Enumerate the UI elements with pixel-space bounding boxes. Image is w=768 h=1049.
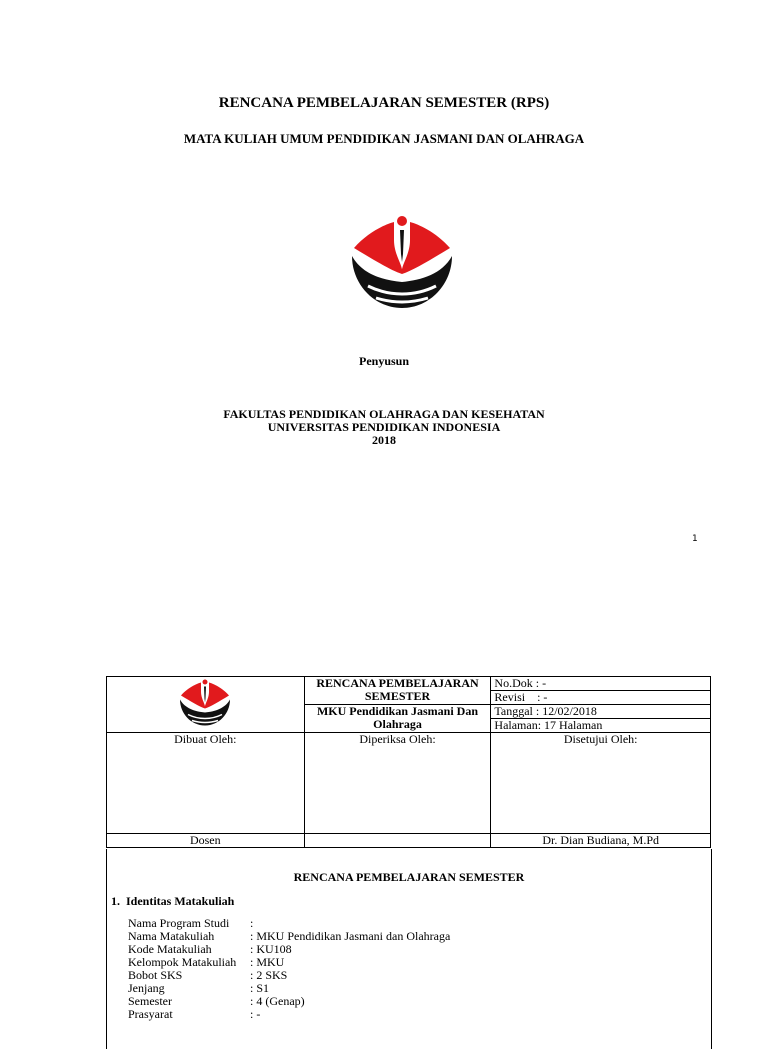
diperiksa-oleh: Diperiksa Oleh:: [304, 733, 491, 834]
course-line2: Olahraga: [373, 717, 422, 731]
penyusun-label: Penyusun: [358, 354, 410, 368]
field-label: Semester: [128, 994, 172, 1008]
cover-subtitle: MATA KULIAH UMUM PENDIDIKAN JASMANI DAN OLAHRAGA: [183, 131, 585, 146]
document-header-table: [106, 676, 711, 848]
field-value: :: [250, 916, 254, 930]
university-name: UNIVERSITAS PENDIDIKAN INDONESIA: [267, 420, 501, 434]
dibuat-oleh: Dibuat Oleh:: [107, 733, 305, 834]
field-value: : MKU Pendidikan Jasmani dan Olahraga: [250, 929, 451, 943]
university-logo: [350, 212, 454, 310]
field-label: Nama Matakuliah: [128, 929, 215, 943]
field-value: : MKU: [250, 955, 285, 969]
doc-title-line1: RENCANA PEMBELAJARAN: [316, 676, 479, 690]
disetujui-oleh: Disetujui Oleh:: [491, 733, 711, 834]
course-line1: MKU Pendidikan Jasmani Dan: [316, 704, 479, 718]
header-logo-cell: [107, 677, 305, 733]
tanggal: Tanggal : 12/02/2018: [491, 705, 711, 719]
revisi: Revisi : -: [491, 691, 711, 705]
section-heading: RENCANA PEMBELAJARAN SEMESTER: [293, 870, 525, 884]
page-number: 1: [692, 534, 698, 544]
field-value: : KU108: [250, 942, 292, 956]
field-label: Bobot SKS: [128, 968, 183, 982]
rps-section-box: [106, 849, 712, 1049]
field-label: Kelompok Matakuliah: [128, 955, 237, 969]
faculty-name: FAKULTAS PENDIDIKAN OLAHRAGA DAN KESEHATAN: [223, 407, 545, 421]
field-value: : 4 (Genap): [250, 994, 305, 1008]
doc-title-cell: [304, 677, 491, 705]
doc-title-line2: SEMESTER: [364, 689, 431, 703]
dosen-signatory: Dosen: [107, 834, 305, 848]
field-label: Prasyarat: [128, 1007, 173, 1021]
institution-block: [0, 408, 768, 447]
course-title-cell: [304, 705, 491, 733]
university-logo-small: [179, 677, 231, 727]
checker-signatory: [304, 834, 491, 848]
field-label: Nama Program Studi: [128, 916, 230, 930]
year: 2018: [372, 433, 396, 447]
approver-signatory: Dr. Dian Budiana, M.Pd: [491, 834, 711, 848]
field-value: : S1: [250, 981, 270, 995]
field-value: : 2 SKS: [250, 968, 288, 982]
no-dok: No.Dok : -: [491, 677, 711, 691]
field-label: Jenjang: [128, 981, 165, 995]
cover-title: RENCANA PEMBELAJARAN SEMESTER (RPS): [218, 95, 550, 111]
identity-title: 1. Identitas Matakuliah: [111, 894, 235, 908]
halaman: Halaman: 17 Halaman: [491, 719, 711, 733]
field-label: Kode Matakuliah: [128, 942, 212, 956]
field-value: : -: [250, 1007, 261, 1021]
